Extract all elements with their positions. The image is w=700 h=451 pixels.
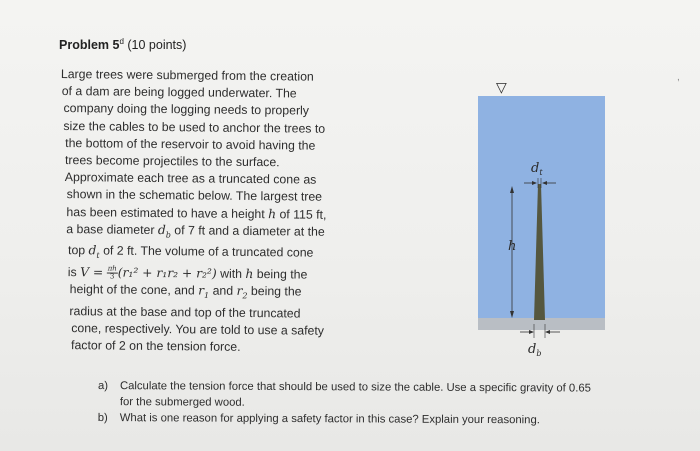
label-db: $d_b$ <box>528 342 542 358</box>
statement-line-15: cone, respectively. You are told to use a safety <box>71 321 325 338</box>
problem-title <box>59 37 186 52</box>
problem-title-superscript: d <box>119 37 124 46</box>
statement-line-3: company doing the logging needs to properly <box>63 101 310 119</box>
statement-line-16: factor of 2 on the tension force. <box>71 338 241 355</box>
question-a-continued: for the submerged wood. <box>119 396 245 409</box>
var-dt: $d_t$ <box>88 243 100 261</box>
margin-mark: , <box>677 72 680 83</box>
statement-line-13: height of the cone, and $r_1$ and $r_2$ being the <box>69 282 302 301</box>
question-b-text: What is one reason for applying a safety factor in this case? Explain your reasoning. <box>119 412 540 427</box>
volume-lhs: V = <box>80 265 104 280</box>
var-r1: $r_1$ <box>198 283 210 301</box>
water-surface-symbol: ▽ <box>496 80 507 96</box>
statement-line-9: has been estimated to have a height h of 115 ft, <box>66 204 327 222</box>
statement-line-14: radius at the base and top of the truncated <box>69 304 301 321</box>
var-db: $d_b$ <box>157 222 171 240</box>
problem-points: (10 points) <box>127 38 187 53</box>
statement-line-4: size the cables to be used to anchor the trees to <box>63 118 326 136</box>
statement-line-2: of a dam are being logged underwater. The <box>61 84 297 101</box>
statement-line-7: Approximate each tree as a truncated cone as <box>64 170 317 187</box>
label-h: h <box>508 239 517 254</box>
volume-rhs: (r₁² + r₁r₂ + r₂²) <box>117 265 217 281</box>
question-list <box>98 378 591 429</box>
var-r2: $r_2$ <box>236 284 248 301</box>
statement-line-10: a base diameter $d_b$ of 7 ft and a diameter at the <box>66 221 325 240</box>
question-a-label: a) <box>97 379 109 393</box>
volume-fraction: $\frac{\pi h}{3}$ <box>107 264 117 281</box>
truncated-cone-schematic <box>470 60 630 370</box>
problem-statement <box>58 66 346 358</box>
problem-title-bold: Problem 5 <box>59 38 120 53</box>
question-a-text: Calculate the tension force that should be used to size the cable. Use a specific gravity of 0.65 <box>119 380 591 395</box>
statement-line-1: Large trees were submerged from the creation <box>60 66 314 84</box>
var-h: h <box>268 206 277 221</box>
statement-line-6: trees become projectiles to the surface. <box>64 153 280 170</box>
label-dt: $d_t$ <box>531 161 543 177</box>
statement-line-11: top $d_t$ of 2 ft. The volume of a truncated cone <box>67 243 314 261</box>
question-b <box>98 410 591 429</box>
statement-line-8: shown in the schematic below. The largest tree <box>66 187 323 205</box>
statement-line-5: the bottom of the reservoir to avoid having the <box>65 135 316 153</box>
question-b-label: b) <box>97 411 108 425</box>
statement-line-12: is V = $\frac{\pi h}{3}$ (r₁² + r₁r₂ + r₂²) with h being the <box>67 264 308 282</box>
